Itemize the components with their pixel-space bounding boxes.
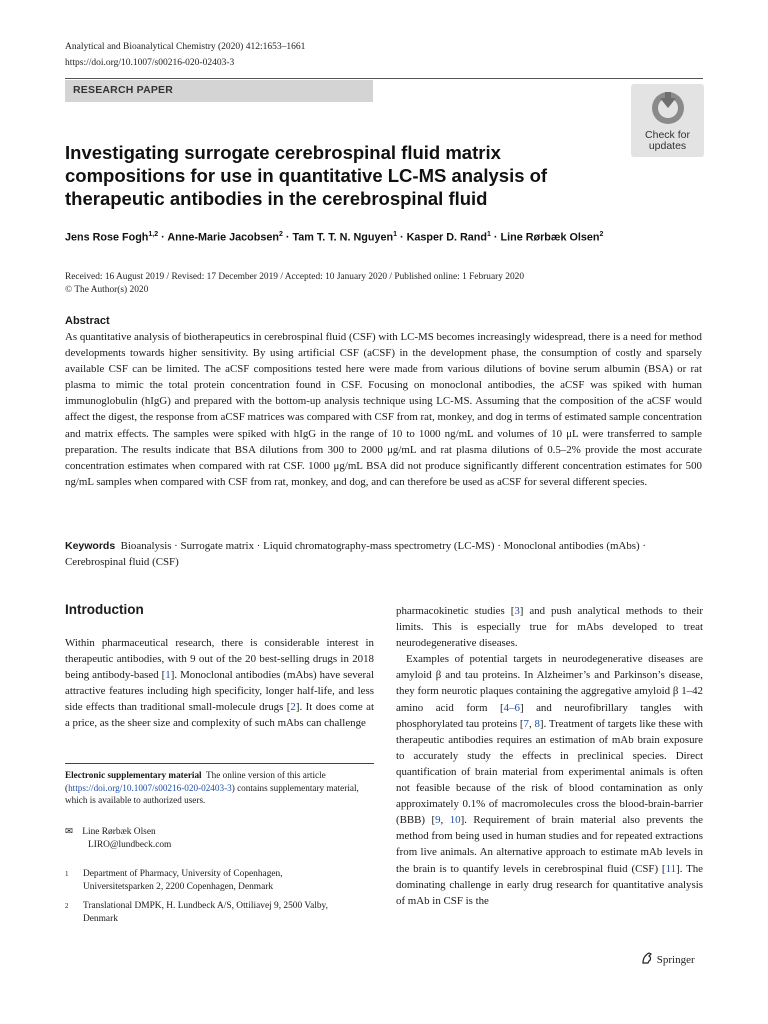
affiliation-number: 1 — [65, 870, 69, 878]
citation-link[interactable]: 7 — [523, 717, 529, 730]
journal-header — [65, 39, 305, 71]
esm-note: Electronic supplementary material The online version of this article (https://doi.org/10.1007/s00216-020-02403-3) contains supplementary material, which is available to authorized users. — [65, 770, 359, 805]
corresponding-author-line — [65, 826, 171, 839]
copyright-line: © The Author(s) 2020 — [65, 285, 149, 295]
author-name[interactable]: Line Rørbæk Olsen — [500, 231, 600, 244]
keywords-block — [65, 538, 702, 570]
citation-link[interactable]: 9 — [435, 814, 441, 827]
publisher-name: Springer — [656, 954, 695, 966]
affiliation — [65, 900, 355, 926]
intro-paragraph: Examples of potential targets in neurodegenerative diseases are amyloid β and tau proteins. In Alzheimer’s and Parkinson’s disease, they form neurotic plaques containing the aggregative amyloid β 1–42 amino acid form [4–6] and neurofibrillary tangles with phosphorylated tau proteins [7, 8]. Treatment of targets like these with therapeutic antibodies requires an estimation of mAb brain exposure to accurately study the effects in preclinical species. Direct quantification of brain material from experimental animals is often not feasible because of the risk of blood contamination as only approximately 0.1% of macromolecules cross the blood-brain-barrier (BBB) [9, 10]. Requirement of brain material also prevents the method from being used in human studies and for repeated extractions from live animals. An alternative approach to estimate mAb levels in the brain is to quantify levels in cerebrospinal fluid (CSF) [11]. The dominating challenge in early drug research for quantitative analysis of mAb in CSF is the — [396, 653, 703, 907]
intro-heading: Introduction — [65, 602, 144, 617]
paper-title: Investigating surrogate cerebrospinal fluid matrix compositions for use in quantitative LC-MS analysis of therapeutic antibodies in the cerebrospinal fluid — [65, 142, 548, 209]
author-affiliation: 1 — [393, 231, 397, 238]
affiliation-number: 2 — [65, 902, 69, 910]
check-for-updates-badge[interactable] — [631, 84, 704, 157]
journal-citation: Analytical and Bioanalytical Chemistry (2020) 412:1653–1661 — [65, 42, 306, 52]
author-affiliation: 2 — [278, 231, 283, 238]
publisher-logo — [640, 951, 695, 966]
intro-left-column: Within pharmaceutical research, there is considerable interest in therapeutic antibodies, with 9 out of the 20 best-selling drugs in 2018 being antibody-based [1]. Monoclonal antibodies (mAbs) have several attractive features including high specificity, longer half-life, and less side effects than traditional small-molecule drugs [2]. It does come at a price, as the sheer size and complexity of such mAbs can challenge — [65, 637, 374, 730]
affiliation — [65, 868, 355, 894]
author-affiliation: 2 — [599, 231, 604, 238]
citation-link[interactable]: 10 — [449, 814, 461, 827]
springer-horse-icon — [640, 951, 654, 965]
intro-paragraph: pharmacokinetic studies [3] and push analytical methods to their limits. This is especially true for mAbs developed to treat neurodegenerative diseases. — [396, 605, 703, 650]
check-updates-icon — [650, 89, 686, 127]
author-separator: · — [285, 231, 290, 244]
corresponding-author-name: Line Rørbæk Olsen — [82, 827, 156, 837]
citation-link[interactable]: 2 — [290, 701, 296, 714]
author-name[interactable]: Tam T. T. N. Nguyen — [292, 231, 394, 244]
doi-line[interactable]: https://doi.org/10.1007/s00216-020-02403-3 — [65, 58, 235, 68]
author-name[interactable]: Kasper D. Rand — [406, 231, 487, 244]
article-type-label: RESEARCH PAPER — [73, 84, 174, 96]
affiliation-text: Department of Pharmacy, University of Copenhagen, Universitetsparken 2, 2200 Copenhagen, Denmark — [83, 869, 283, 892]
header-rule — [65, 78, 703, 79]
esm-doi-link[interactable]: https://doi.org/10.1007/s00216-020-02403-3 — [68, 782, 232, 793]
publication-dates — [65, 271, 524, 297]
footnote-separator — [65, 763, 374, 764]
author-separator: · — [399, 231, 404, 244]
check-updates-text: Check for updates — [645, 129, 690, 152]
corresponding-author-email[interactable]: LIRO@lundbeck.com — [88, 840, 172, 850]
author-separator: · — [493, 231, 498, 244]
abstract-heading: Abstract — [65, 315, 110, 327]
correspondence — [65, 826, 171, 852]
author-list — [65, 231, 603, 244]
copyright-icon: © — [65, 285, 73, 295]
citation-link[interactable]: 4–6 — [503, 701, 520, 714]
author-name[interactable]: Anne-Marie Jacobsen — [167, 231, 279, 244]
esm-label: Electronic supplementary material — [65, 770, 202, 780]
keywords-list: Bioanalysis · Surrogate matrix · Liquid chromatography-mass spectrometry (LC-MS) · Monoclonal antibodies (mAbs) · Cerebrospinal fluid (CSF) — [65, 540, 647, 569]
envelope-icon: ✉ — [65, 827, 73, 837]
author-affiliation: 1,2 — [148, 231, 159, 238]
author-separator: · — [161, 231, 165, 244]
citation-link[interactable]: 11 — [665, 862, 677, 875]
history-dates: Received: 16 August 2019 / Revised: 17 December 2019 / Accepted: 10 January 2020 / Published online: 1 February 2020 — [65, 272, 525, 282]
citation-link[interactable]: 8 — [534, 717, 540, 730]
author-affiliation: 1 — [487, 231, 491, 238]
intro-right-column — [396, 603, 703, 909]
citation-link[interactable]: 3 — [514, 605, 520, 617]
abstract-text: As quantitative analysis of biotherapeutics in cerebrospinal fluid (CSF) with LC-MS becomes increasingly widespread, there is a need for method developments towards higher sensitivity. By using artificial CSF (aCSF) in the development phase, the consumption of costly and sparsely available CSF can be limited. The aCSF compositions tested here were made from various dilutions of bovine serum albumin (BSA) or rat plasma to mimic the total protein concentration found in CSF. Focusing on monoclonal antibodies, the aCSF was spiked with human immunoglobulin (hIgG) and prepared with the bottom-up analysis technique using LC-MS. Assuming that the composition of the aCSF would affect the digest, the response from aCSF matrices was compared with CSF from rat, monkey, and dog in terms of estimated sample concentration and matrix effects. The samples were spiked with hIgG in the range of 10 to 1000 ng/mL and volumes of 10 μL were transferred to sample preparation. The results indicate that BSA dilutions from 300 to 2000 μg/mL and rat plasma dilutions of 0.5–2% provide the most accurate concentration estimates when compared with rat CSF. 1000 μg/mL BSA did not produce significantly different concentration estimates for 500 ng/mL samples when compared with CSF from rat, monkey, and dog, and can therefore be used as aCSF for several different species. — [65, 331, 702, 488]
affiliation-text: Translational DMPK, H. Lundbeck A/S, Ottiliavej 9, 2500 Valby, Denmark — [83, 901, 328, 924]
author-name[interactable]: Jens Rose Fogh — [65, 231, 149, 244]
citation-link[interactable]: 1 — [165, 669, 171, 682]
keywords-label: Keywords — [65, 540, 116, 552]
article-type-banner — [65, 80, 373, 102]
